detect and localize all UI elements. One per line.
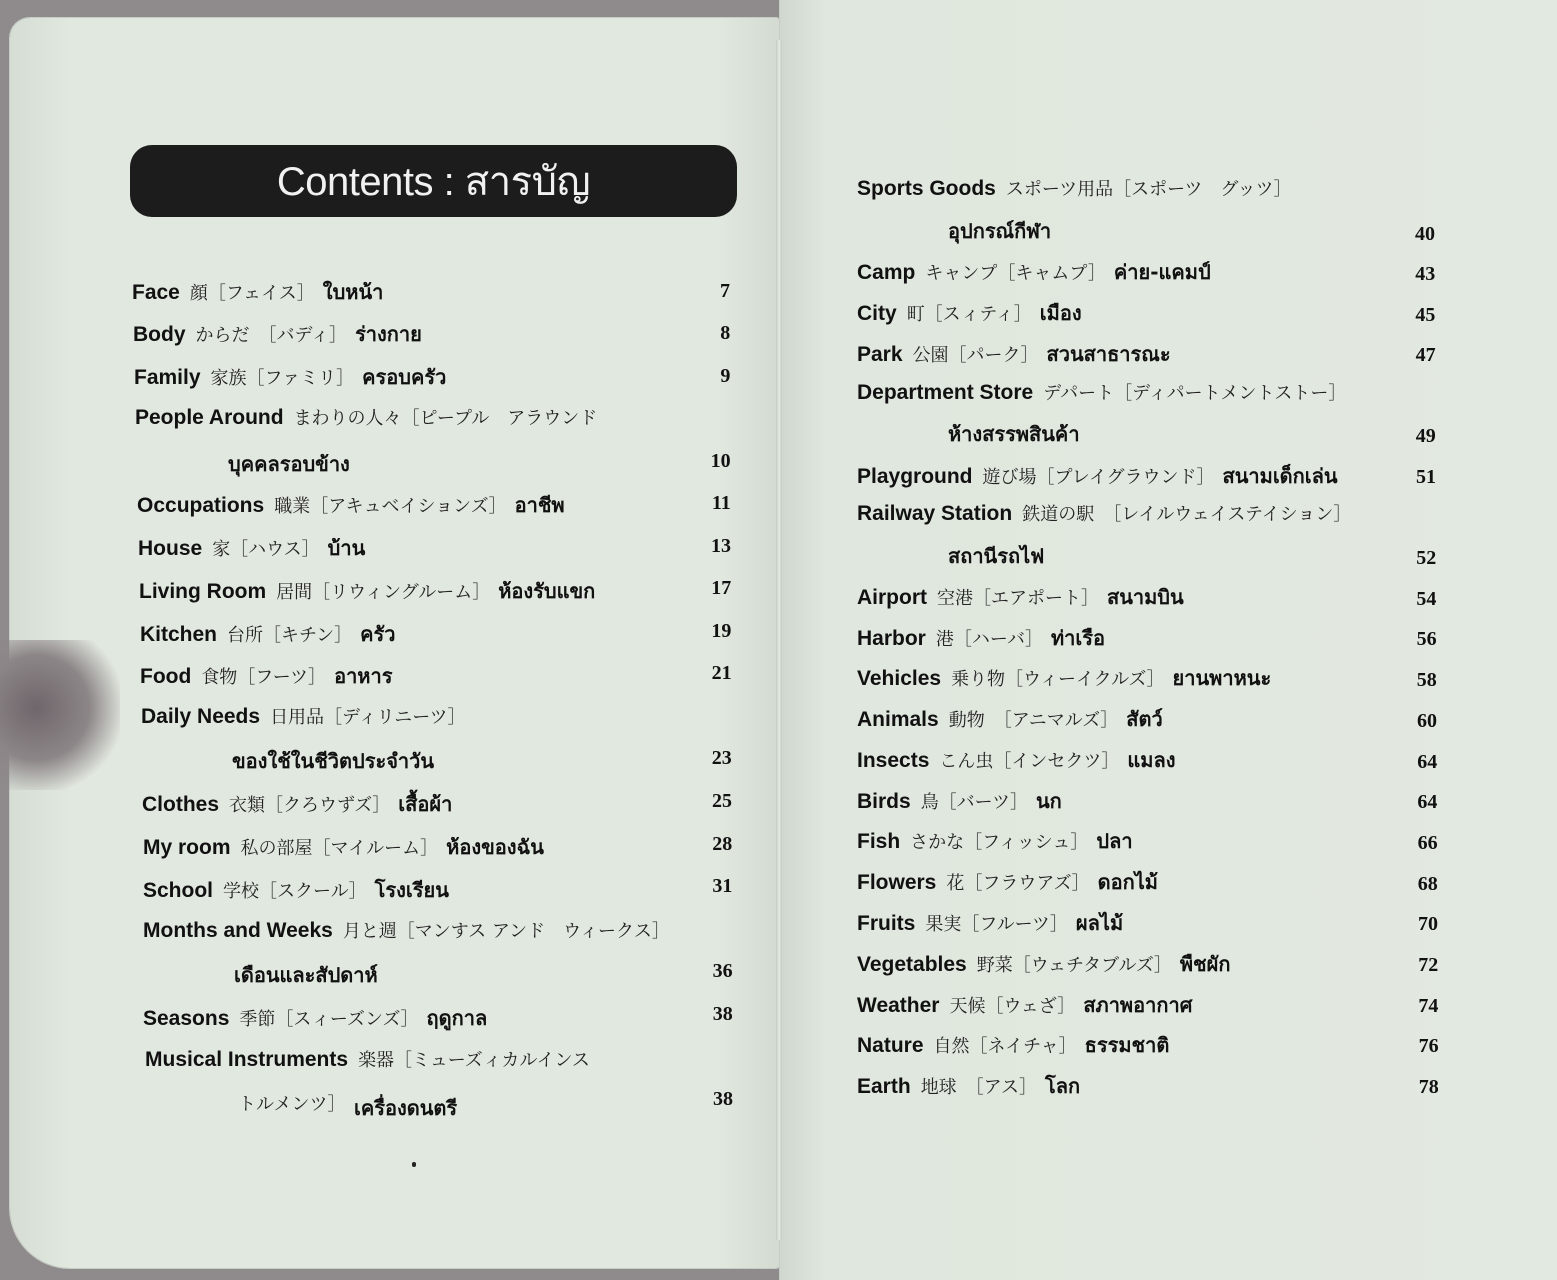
- toc-entry: [857, 379, 1346, 405]
- toc-entry: [857, 989, 1192, 1021]
- toc-entry: [134, 361, 446, 393]
- entry-japanese: さかな［フィッシュ］: [910, 832, 1089, 853]
- entry-thai: บุคคลรอบข้าง: [228, 452, 350, 476]
- entry-page-number: 10: [710, 450, 731, 472]
- entry-page-number: 64: [1417, 791, 1438, 813]
- entry-english: Birds: [857, 790, 911, 813]
- entry-page-number: 11: [711, 492, 731, 514]
- toc-entry: [857, 1029, 1169, 1061]
- entry-page-number: 47: [1415, 344, 1436, 366]
- entry-thai: แมลง: [1127, 748, 1176, 772]
- toc-entry: [143, 1002, 487, 1034]
- entry-page-number: 23: [711, 747, 732, 769]
- entry-japanese: 乗り物［ウィーイクルズ］: [951, 669, 1165, 690]
- entry-japanese: 職業［アキュベイションズ］: [274, 496, 507, 517]
- page-mark: [412, 1162, 416, 1167]
- entry-english: Months and Weeks: [143, 919, 333, 942]
- entry-thai: ครอบครัว: [362, 365, 447, 389]
- toc-entry: [857, 500, 1351, 526]
- entry-page-number: 9: [720, 365, 731, 387]
- entry-japanese: 天候［ウェざ］: [949, 996, 1076, 1017]
- toc-entry: [857, 297, 1082, 329]
- entry-japanese: 学校［スクール］: [223, 881, 367, 902]
- entry-english: Playground: [857, 465, 973, 488]
- entry-page-number: 58: [1416, 669, 1437, 691]
- entry-english: Department Store: [857, 381, 1034, 404]
- toc-entry: [857, 703, 1163, 735]
- entry-page-number: 38: [712, 1003, 733, 1025]
- entry-japanese: 季節［スィーズンズ］: [239, 1009, 419, 1030]
- toc-entry: [857, 460, 1338, 492]
- entry-page-number: 28: [712, 833, 733, 855]
- entry-japanese: 居間［リウィングルーム］: [276, 582, 491, 603]
- entry-page-number: 68: [1417, 873, 1438, 895]
- entry-page-number: 45: [1415, 304, 1436, 326]
- entry-english: Daily Needs: [141, 705, 261, 728]
- entry-thai: ยานพาหนะ: [1172, 666, 1272, 690]
- entry-thai: สภาพอากาศ: [1083, 993, 1193, 1017]
- toc-entry: [142, 788, 452, 820]
- entry-thai: สถานีรถไฟ: [948, 544, 1045, 568]
- toc-entry: [135, 404, 597, 430]
- entry-english: Living Room: [139, 580, 267, 603]
- entry-thai: บ้าน: [327, 536, 366, 560]
- entry-page-number: 19: [711, 620, 732, 642]
- entry-thai: ห้องรับแขก: [498, 579, 596, 603]
- toc-entry: [143, 874, 449, 906]
- entry-english: Kitchen: [140, 623, 218, 646]
- entry-thai: สนามบิน: [1107, 585, 1184, 609]
- entry-thai: ดอกไม้: [1097, 870, 1158, 894]
- toc-entry: [143, 831, 544, 863]
- entry-page-number: 49: [1415, 425, 1436, 447]
- toc-entry: [145, 1046, 590, 1072]
- entry-japanese: まわりの人々［ピープル アラウンド: [293, 408, 598, 429]
- entry-page-number: 66: [1417, 832, 1438, 854]
- entry-english: City: [857, 302, 897, 325]
- entry-page-number: 78: [1418, 1076, 1439, 1098]
- entry-japanese: 台所［キチン］: [227, 625, 353, 646]
- entry-page-number: 70: [1418, 913, 1438, 935]
- entry-page-number: 60: [1417, 710, 1437, 732]
- entry-english: Vehicles: [857, 667, 942, 690]
- toc-entry: [140, 660, 392, 692]
- toc-entry: [857, 948, 1230, 980]
- toc-entry: [857, 825, 1133, 857]
- toc-entry: [140, 618, 395, 650]
- toc-entry: [141, 703, 466, 729]
- entry-english: Animals: [857, 708, 939, 731]
- entry-page-number: 56: [1416, 628, 1437, 650]
- entry-page-number: 13: [711, 535, 731, 557]
- thumb-smudge: [0, 640, 120, 790]
- entry-page-number: 51: [1416, 466, 1436, 488]
- entry-thai: อุปกรณ์กีฬา: [948, 219, 1052, 243]
- entry-page-number: 21: [711, 662, 732, 684]
- entry-japanese: 顔［フェイス］: [189, 283, 315, 304]
- entry-english: My room: [143, 836, 231, 859]
- toc-entry: [857, 744, 1175, 776]
- entry-english: Insects: [857, 749, 930, 772]
- entry-thai: สวนสาธารณะ: [1046, 342, 1171, 366]
- entry-japanese: こん虫［インセクツ］: [939, 751, 1120, 772]
- entry-english: Vegetables: [857, 953, 967, 976]
- entry-japanese: 家族［ファミリ］: [210, 368, 355, 389]
- entry-english: Weather: [857, 994, 940, 1017]
- entry-page-number: 38: [713, 1088, 733, 1110]
- entry-thai: ธรรมชาติ: [1084, 1033, 1170, 1057]
- entry-english: Food: [140, 665, 192, 688]
- entry-english: Clothes: [142, 793, 220, 816]
- entry-japanese-cont: トルメンツ］: [238, 1094, 346, 1115]
- entry-english: People Around: [135, 406, 284, 429]
- entry-page-number: 8: [720, 322, 731, 344]
- entry-thai: ร่างกาย: [355, 322, 422, 346]
- entry-page-number: 52: [1416, 547, 1437, 569]
- entry-page-number: 43: [1415, 263, 1436, 285]
- toc-entry: [857, 175, 1292, 201]
- entry-japanese: 港［ハーバ］: [935, 629, 1043, 650]
- entry-page-number: 36: [712, 960, 733, 982]
- entry-japanese: 日用品［ディリニーツ］: [270, 707, 466, 728]
- entry-page-number: 74: [1418, 995, 1439, 1017]
- toc-entry: [857, 785, 1062, 817]
- entry-thai: เดือนและสัปดาห์: [234, 963, 378, 987]
- toc-entry: [143, 917, 670, 943]
- entry-english: Camp: [857, 261, 916, 284]
- entry-english: Harbor: [857, 627, 926, 650]
- entry-japanese: からだ ［バディ］: [195, 325, 348, 346]
- entry-english: Nature: [857, 1034, 924, 1057]
- entry-japanese: 遊び場［プレイグラウンド］: [982, 467, 1215, 488]
- entry-english: Airport: [857, 586, 927, 609]
- entry-japanese: 私の部屋［マイルーム］: [240, 838, 439, 859]
- entry-japanese: スポーツ用品［スポーツ グッツ］: [1005, 179, 1292, 200]
- toc-entry: [857, 622, 1105, 654]
- entry-japanese: 地球 ［アス］: [920, 1077, 1037, 1098]
- entry-page-number: 54: [1416, 588, 1437, 610]
- entry-thai: ของใช้ในชีวิตประจำวัน: [232, 749, 435, 773]
- entry-english: Musical Instruments: [145, 1048, 349, 1071]
- entry-thai: ท่าเรือ: [1050, 626, 1105, 650]
- entry-thai: สัตว์: [1126, 707, 1163, 731]
- toc-entry: [133, 318, 422, 350]
- entry-thai: ครัว: [360, 622, 396, 646]
- entry-thai: เครื่องดนตรี: [354, 1096, 458, 1120]
- entry-japanese: キャンプ［キャムプ］: [925, 263, 1106, 284]
- entry-page-number: 25: [712, 790, 732, 812]
- entry-english: Seasons: [143, 1007, 230, 1030]
- entry-thai: นก: [1035, 789, 1062, 813]
- book-gutter: [776, 40, 782, 1240]
- entry-page-number: 64: [1417, 751, 1438, 773]
- entry-japanese: 食物［フーツ］: [201, 667, 327, 688]
- entry-english: Railway Station: [857, 502, 1013, 525]
- entry-japanese: 月と週［マンすス アンド ウィークス］: [342, 921, 670, 942]
- entry-thai: ฤดูกาล: [426, 1006, 488, 1030]
- entry-english: Occupations: [137, 494, 265, 517]
- entry-english: Sports Goods: [857, 177, 996, 200]
- toc-entry: [132, 276, 383, 308]
- entry-japanese: 公園［パーク］: [912, 345, 1039, 366]
- entry-english: Family: [134, 366, 201, 389]
- entry-thai: ใบหน้า: [322, 280, 384, 304]
- entry-english: Face: [132, 281, 180, 304]
- entry-japanese: 町［スィティ］: [906, 304, 1032, 325]
- toc-entry: [137, 489, 565, 521]
- entry-thai: สนามเด็กเล่น: [1222, 464, 1338, 488]
- toc-entry: [138, 532, 365, 564]
- toc-entry: [857, 662, 1271, 694]
- entry-japanese: 家［ハウス］: [212, 539, 320, 560]
- entry-japanese: 楽器［ミューズィカルインス: [358, 1050, 590, 1071]
- entry-japanese: 野菜［ウェチタブルズ］: [976, 955, 1172, 976]
- entry-thai: อาหาร: [334, 664, 393, 688]
- entry-page-number: 31: [712, 875, 733, 897]
- entry-english: Earth: [857, 1075, 911, 1098]
- entry-page-number: 7: [720, 280, 730, 302]
- entry-page-number: 40: [1415, 223, 1435, 245]
- entry-thai: โรงเรียน: [374, 878, 449, 902]
- entry-thai: ห้างสรรพสินค้า: [948, 422, 1080, 446]
- entry-thai: ปลา: [1096, 829, 1133, 853]
- contents-title: Contents : สารบัญ: [130, 145, 737, 217]
- entry-japanese: 自然［ネイチャ］: [933, 1036, 1077, 1057]
- entry-page-number: 17: [711, 577, 732, 599]
- entry-english: School: [143, 879, 214, 902]
- entry-thai: เมือง: [1039, 301, 1082, 325]
- entry-japanese: デパート［ディパートメントストー］: [1043, 383, 1347, 404]
- entry-thai: พืชผัก: [1179, 952, 1231, 976]
- entry-thai: ผลไม้: [1075, 911, 1124, 935]
- toc-entry: [857, 866, 1158, 898]
- entry-page-number: 72: [1418, 954, 1439, 976]
- entry-japanese: 果実［フルーツ］: [925, 914, 1068, 935]
- entry-english: Fish: [857, 830, 901, 853]
- entry-thai: เสื้อผ้า: [398, 792, 453, 816]
- entry-page-number: 76: [1418, 1035, 1439, 1057]
- toc-entry: [139, 575, 595, 607]
- toc-entry: [857, 907, 1123, 939]
- entry-english: Park: [857, 343, 903, 366]
- entry-english: House: [138, 537, 203, 560]
- entry-japanese: 空港［エアポート］: [937, 588, 1099, 609]
- entry-thai: โลก: [1044, 1074, 1081, 1098]
- entry-thai: ค่าย-แคมป์: [1113, 260, 1211, 284]
- entry-japanese: 花［フラウアズ］: [946, 873, 1090, 894]
- entry-japanese: 衣類［クろウずズ］: [229, 795, 391, 816]
- entry-japanese: 鉄道の駅 ［レイルウェイステイション］: [1022, 504, 1352, 525]
- entry-english: Fruits: [857, 912, 916, 935]
- entry-japanese: 鳥［バーツ］: [920, 792, 1028, 813]
- toc-entry: [857, 581, 1184, 613]
- toc-entry: [857, 338, 1171, 370]
- toc-entry: [857, 256, 1211, 288]
- entry-english: Body: [133, 323, 186, 346]
- toc-entry: [857, 1070, 1080, 1102]
- entry-thai: ห้องของฉัน: [446, 835, 544, 859]
- entry-japanese: 動物 ［アニマルズ］: [948, 710, 1119, 731]
- entry-english: Flowers: [857, 871, 937, 894]
- entry-thai: อาชีพ: [514, 493, 565, 517]
